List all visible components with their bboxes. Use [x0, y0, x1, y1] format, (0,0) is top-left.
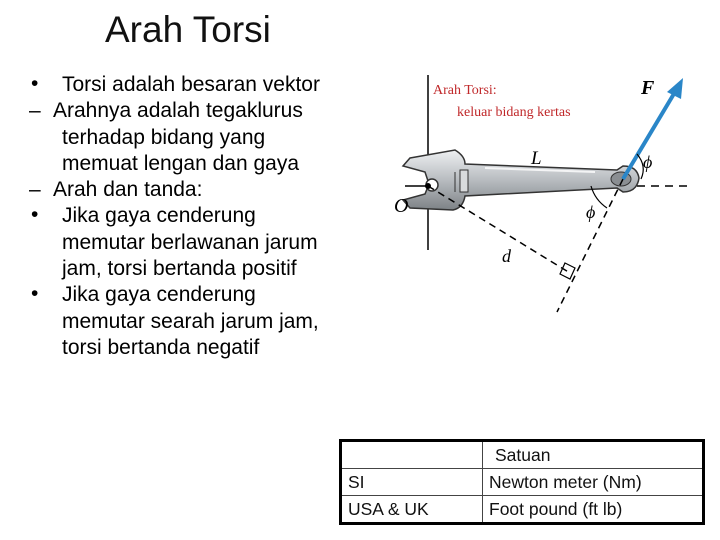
torque-wrench-figure: [385, 60, 720, 320]
origin-label: O: [394, 195, 409, 217]
bullet-text: memutar searah jarum jam,: [62, 309, 319, 333]
bullet-marker: •: [31, 203, 39, 227]
unit-cell: Newton meter (Nm): [483, 469, 704, 496]
dash-marker: –: [29, 178, 41, 202]
bullet-continuation: [28, 335, 388, 361]
bullet-text: jam, torsi bertanda positif: [62, 257, 297, 281]
bullet-text: Jika gaya cenderung: [62, 204, 256, 228]
moment-arm-dashed: [428, 186, 570, 273]
system-cell: SI: [341, 469, 483, 496]
table-header-blank: [341, 441, 483, 469]
bullet-continuation: [28, 309, 388, 335]
table-header: Satuan: [483, 441, 704, 469]
bullet-continuation: [28, 125, 388, 151]
sub-bullet-item: [28, 98, 388, 124]
bullet-item: [28, 282, 388, 308]
bullet-item: [28, 72, 388, 98]
unit-cell: Foot pound (ft lb): [483, 496, 704, 524]
bullet-list: [28, 72, 388, 361]
distance-label: d: [502, 246, 511, 266]
bullet-text: memuat lengan dan gaya: [62, 151, 299, 175]
bullet-text: memutar berlawanan jarum: [62, 230, 318, 254]
system-cell: USA & UK: [341, 496, 483, 524]
bullet-text: terhadap bidang yang: [62, 125, 266, 149]
right-angle-marker: [560, 263, 575, 279]
units-table: [339, 439, 705, 525]
bullet-continuation: [28, 230, 388, 256]
torque-diagram: [385, 60, 720, 320]
bullet-marker: •: [31, 72, 39, 95]
annotation-line2: keluar bidang kertas: [457, 105, 571, 120]
table-row: [341, 496, 704, 524]
length-label: L: [531, 148, 542, 169]
angle-label-top: ϕ: [643, 152, 653, 172]
bullet-continuation: [28, 256, 388, 282]
bullet-continuation: [28, 151, 388, 177]
force-line-of-action: [557, 179, 623, 312]
bullet-text: torsi bertanda negatif: [62, 335, 260, 359]
force-label: F: [641, 77, 655, 99]
bullet-text: Torsi adalah besaran vektor: [62, 73, 320, 96]
bullet-item: [28, 203, 388, 229]
bullet-text: Arah dan tanda:: [53, 178, 203, 202]
bullet-marker: •: [31, 282, 39, 306]
annotation-line1: Arah Torsi:: [433, 83, 497, 98]
bullet-text: Jika gaya cenderung: [62, 283, 256, 307]
table-header-row: [341, 441, 704, 469]
slide-title: Arah Torsi: [105, 9, 271, 50]
wrench-icon: [403, 150, 639, 210]
dash-marker: –: [29, 99, 41, 123]
table-row: [341, 469, 704, 496]
angle-label-bottom: ϕ: [586, 202, 596, 222]
sub-bullet-item: [28, 177, 388, 203]
bullet-text: Arahnya adalah tegaklurus: [53, 99, 303, 123]
